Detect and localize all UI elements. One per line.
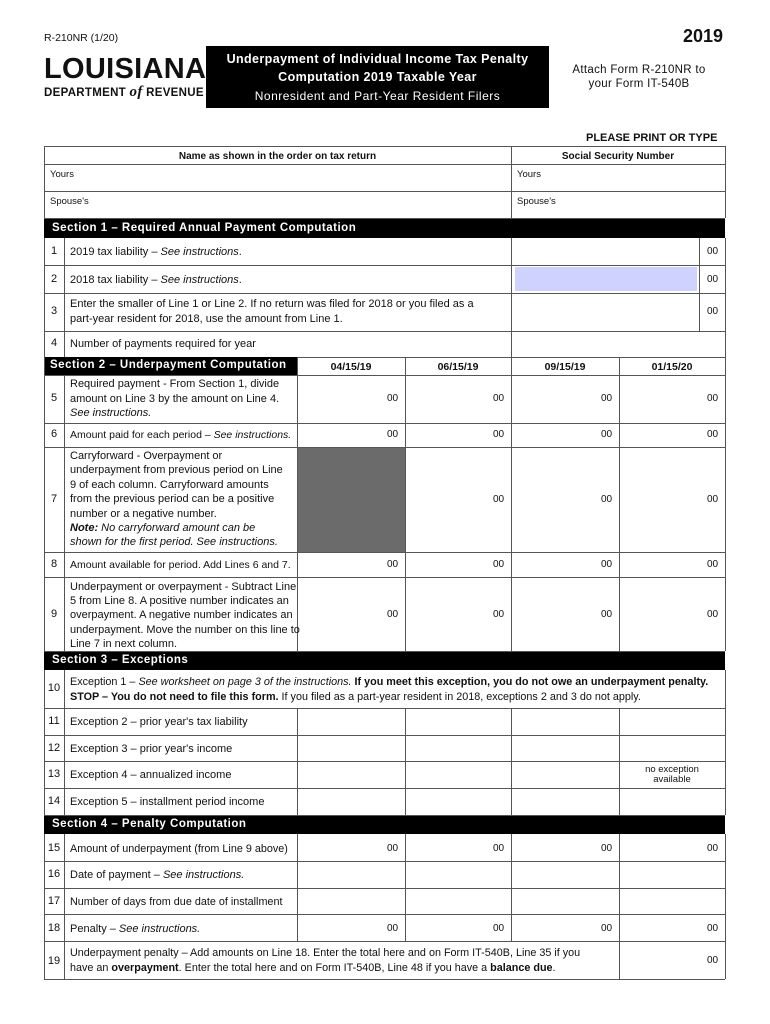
line7-cents-4: 00 [707,494,719,505]
line11-label: Exception 2 – prior year's tax liability [70,716,248,728]
line8-cents-1: 00 [387,559,399,570]
line7-cents-2: 00 [493,494,505,505]
line9-number: 9 [50,608,58,620]
line7-number: 7 [50,493,58,505]
line3-cents: 00 [707,306,719,317]
line6-col4[interactable] [623,427,703,443]
line7-col3[interactable] [515,488,595,512]
section2-title: Section 2 – Underpayment Computation [50,359,287,371]
line15-number: 15 [47,842,61,854]
spouse-name-field[interactable] [50,205,505,217]
line6-col3[interactable] [515,427,595,443]
line1-label: 2019 tax liability – See instructions. [70,246,242,258]
line6-cents-2: 00 [493,429,505,440]
line9-cents-4: 00 [707,609,719,620]
title-block [206,46,549,108]
line12-col2[interactable] [409,740,507,758]
line18-col4[interactable] [623,920,703,936]
line7-col4[interactable] [623,488,703,512]
line9-col4[interactable] [623,602,703,626]
line2-amount[interactable] [515,267,697,291]
line15-cents-4: 00 [707,843,719,854]
line12-label: Exception 3 – prior year's income [70,743,233,755]
line5-col2[interactable] [409,385,489,409]
line7-col1-shaded [298,448,405,552]
no-exception-note: no exception available [645,764,699,785]
line3-number: 3 [50,305,58,317]
line13-col3[interactable] [515,766,615,784]
line5-col1[interactable] [301,385,381,409]
line12-col1[interactable] [301,740,401,758]
line14-col1[interactable] [301,793,401,811]
line11-col4[interactable] [623,713,721,731]
line15-cents-1: 00 [387,843,399,854]
line9-label: Underpayment or overpayment - Subtract Line 5 from Line 8. A positive number indicates an overpayment. A negative number indicates an underpayment. Move the number on this line to Line 7 in next column. [70,581,300,650]
line17-col1[interactable] [301,893,401,909]
line14-col4[interactable] [623,793,721,811]
yours-label: Yours [50,169,74,180]
form-year: 2019 [683,26,724,46]
line1-number: 1 [50,245,58,257]
date-col-2: 06/15/19 [437,361,479,373]
line3-amount[interactable] [515,300,695,324]
line15-label: Amount of underpayment (from Line 9 above) [70,843,288,855]
line9-cents-1: 00 [387,609,399,620]
section3-title: Section 3 – Exceptions [52,654,189,666]
date-col-3: 09/15/19 [544,361,586,373]
line16-col4[interactable] [623,867,721,883]
line12-number: 12 [47,742,61,754]
line3-label: Enter the smaller of Line 1 or Line 2. If no return was filed for 2018 or you filed as a part-year resident for 2018, use the amount from Line 1. [70,298,474,325]
line4-label: Number of payments required for year [70,338,256,350]
line4-count[interactable] [515,336,721,352]
line8-col2[interactable] [409,557,489,573]
date-col-4: 01/15/20 [651,361,693,373]
line18-col1[interactable] [301,920,381,936]
line8-number: 8 [50,558,58,570]
line5-cents-3: 00 [601,393,613,404]
name-header: Name as shown in the order on tax return [178,151,377,162]
line12-col3[interactable] [515,740,615,758]
line13-label: Exception 4 – annualized income [70,769,232,781]
ssn-header: Social Security Number [561,151,675,162]
section4-bar [44,816,725,834]
line19-cents: 00 [707,955,719,966]
line9-col1[interactable] [301,602,381,626]
line1-amount[interactable] [515,244,695,260]
line11-col3[interactable] [515,713,615,731]
logo-main: LOUISIANA [44,53,207,85]
line11-col2[interactable] [409,713,507,731]
line16-label: Date of payment – See instructions. [70,869,245,881]
line17-col4[interactable] [623,893,721,909]
line7-cents-3: 00 [601,494,613,505]
line5-col3[interactable] [515,385,595,409]
line14-label: Exception 5 – installment period income [70,796,265,808]
form-id: R-210NR (1/20) [44,32,119,44]
line2-number: 2 [50,273,58,285]
your-name-field[interactable] [50,178,505,190]
line16-col2[interactable] [409,867,507,883]
line18-label: Penalty – See instructions. [70,923,201,935]
line16-col3[interactable] [515,867,615,883]
line6-label: Amount paid for each period – See instructions. [70,429,292,441]
form-title: Underpayment of Individual Income Tax Penalty Computation 2019 Taxable Year [226,52,529,84]
line15-cents-3: 00 [601,843,613,854]
line8-col3[interactable] [515,557,595,573]
line17-label: Number of days from due date of installment [70,896,283,908]
line18-col3[interactable] [515,920,595,936]
line19-total[interactable] [623,948,703,972]
line14-col2[interactable] [409,793,507,811]
section4-title: Section 4 – Penalty Computation [52,818,247,830]
line19-number: 19 [47,955,61,967]
line17-number: 17 [47,895,61,907]
line16-col1[interactable] [301,867,401,883]
line6-cents-4: 00 [707,429,719,440]
date-col-1: 04/15/19 [330,361,372,373]
line5-number: 5 [50,392,58,404]
line15-col3[interactable] [515,840,595,856]
line14-number: 14 [47,795,61,807]
line15-col2[interactable] [409,840,489,856]
section2-bar [44,357,297,375]
line18-number: 18 [47,922,61,934]
line9-cents-3: 00 [601,609,613,620]
line15-col1[interactable] [301,840,381,856]
spouse-label: Spouse's [50,196,89,207]
attach-note: Attach Form R-210NR to your Form IT-540B [572,64,706,90]
spouse-ssn-field[interactable] [517,205,719,217]
line8-label: Amount available for period. Add Lines 6 and 7. [70,559,291,571]
line6-number: 6 [50,428,58,440]
line13-col2[interactable] [409,766,507,784]
line8-cents-2: 00 [493,559,505,570]
line10-label: Exception 1 – See worksheet on page 3 of the instructions. If you meet this exception, you do not owe an underpayment penalty. STOP – You do not need to file this form. If you filed as a part-year resident in 2018, exceptions 2 and 3 do not apply. [70,676,709,703]
line11-number: 11 [48,715,60,727]
line9-cents-2: 00 [493,609,505,620]
line6-cents-1: 00 [387,429,399,440]
line6-cents-3: 00 [601,429,613,440]
line15-cents-2: 00 [493,843,505,854]
line5-label: Required payment - From Section 1, divide amount on Line 3 by the amount on Line 4. See instructions. [70,378,280,419]
section1-title: Section 1 – Required Annual Payment Computation [52,222,357,234]
line5-col4[interactable] [623,385,703,409]
line14-col3[interactable] [515,793,615,811]
your-ssn-field[interactable] [517,178,719,190]
line8-cents-4: 00 [707,559,719,570]
section3-bar [44,652,725,670]
line8-col1[interactable] [301,557,381,573]
line18-cents-3: 00 [601,923,613,934]
line17-col3[interactable] [515,893,615,909]
line18-cents-1: 00 [387,923,399,934]
line8-col4[interactable] [623,557,703,573]
line1-cents: 00 [707,246,719,257]
form-subtitle: Nonresident and Part-Year Resident Filers [254,89,501,103]
line5-cents-2: 00 [493,393,505,404]
line17-col2[interactable] [409,893,507,909]
line7-col2[interactable] [409,488,489,512]
line13-number: 13 [47,768,61,780]
line12-col4[interactable] [623,740,721,758]
line6-col1[interactable] [301,427,381,443]
line10-number: 10 [47,682,61,694]
line18-cents-2: 00 [493,923,505,934]
line15-col4[interactable] [623,840,703,856]
spouse-ssn-label: Spouse's [517,196,556,207]
line18-col2[interactable] [409,920,489,936]
line9-col3[interactable] [515,602,595,626]
line2-cents: 00 [707,274,719,285]
line6-col2[interactable] [409,427,489,443]
logo-department: DEPARTMENT of REVENUE [44,84,204,100]
line18-cents-4: 00 [707,923,719,934]
line19-label: Underpayment penalty – Add amounts on Line 18. Enter the total here and on Form IT-540B, Line 35 if you have an overpayment. Enter the total here and on Form IT-540B, Line 48 if you have a balance due. [70,947,581,974]
line11-col1[interactable] [301,713,401,731]
line9-col2[interactable] [409,602,489,626]
line4-number: 4 [50,337,58,349]
line16-number: 16 [47,868,61,880]
yours-ssn-label: Yours [517,169,541,180]
line8-cents-3: 00 [601,559,613,570]
line5-cents-1: 00 [387,393,399,404]
print-or-type: PLEASE PRINT OR TYPE [586,132,718,144]
line2-label: 2018 tax liability – See instructions. [70,274,242,286]
line5-cents-4: 00 [707,393,719,404]
louisiana-logo [44,54,206,101]
section1-bar [44,219,725,238]
line7-label: Carryforward - Overpayment or underpayment from previous period on Line 9 of each column. Carryforward amounts from the previous period can be a positive number or a negative number. Note: No carryforward amount can be shown for the first period. See instructions. [70,450,283,549]
line13-col1[interactable] [301,766,401,784]
